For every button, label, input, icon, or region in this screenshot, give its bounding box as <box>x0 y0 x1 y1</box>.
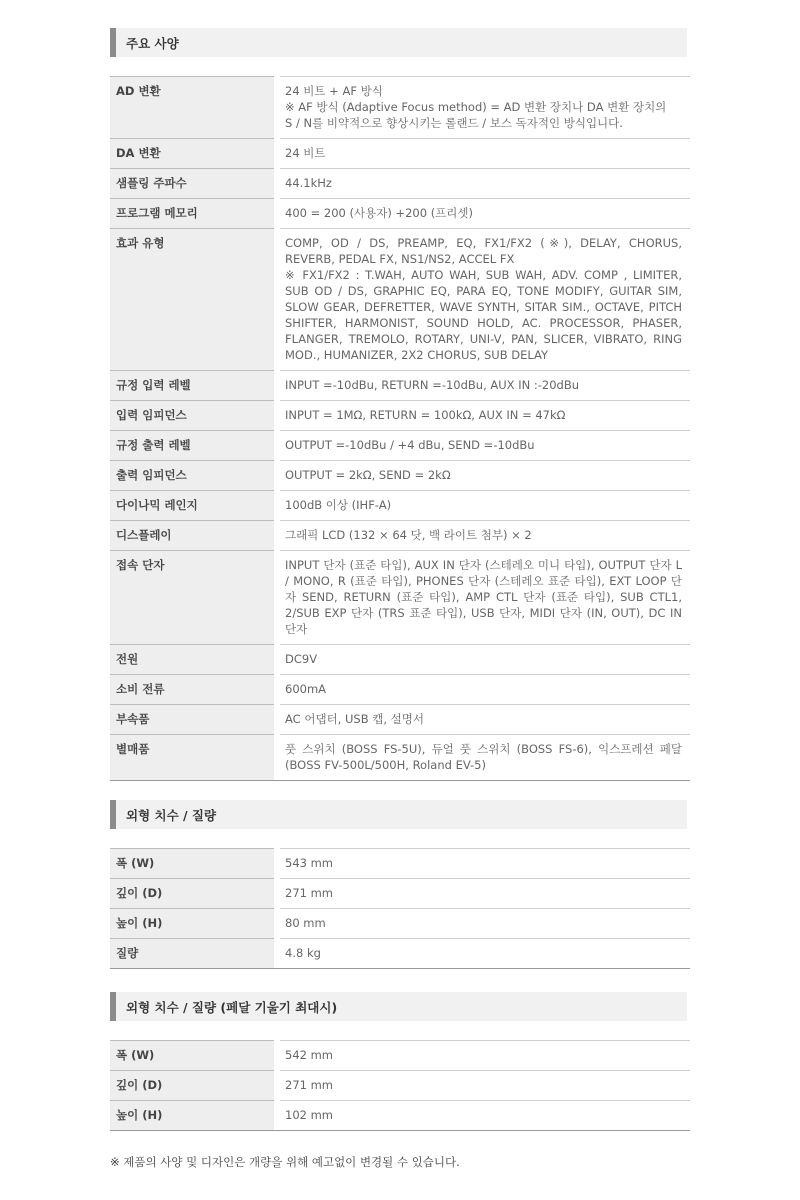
spec-value <box>280 879 690 909</box>
spec-label: 프로그램 메모리 <box>110 199 274 229</box>
spec-row <box>110 491 690 521</box>
spec-value-line: 24 비트 + AF 방식 <box>285 84 383 98</box>
spec-value <box>280 1071 690 1101</box>
spec-label: 질량 <box>110 939 274 969</box>
spec-value-line: AC 어댑터, USB 캡, 설명서 <box>285 712 424 726</box>
spec-label: 규정 입력 레벨 <box>110 371 274 401</box>
spec-value-line: 80 mm <box>285 916 326 930</box>
spec-value-line: 풋 스위치 (BOSS FS-5U), 듀얼 풋 스위치 (BOSS FS-6), 익스프레션 페달 (BOSS FV-500L/500H, Roland EV-5) <box>285 742 682 772</box>
section-title: 외형 치수 / 질량 (페달 기울기 최대시) <box>126 1000 338 1015</box>
spec-value-line: INPUT =-10dBu, RETURN =-10dBu, AUX IN :-20dBu <box>285 378 579 392</box>
spec-label: 샘플링 주파수 <box>110 169 274 199</box>
spec-row <box>110 401 690 431</box>
spec-row <box>110 1071 690 1101</box>
spec-value <box>280 401 690 431</box>
spec-row <box>110 551 690 645</box>
spec-row <box>110 1041 690 1071</box>
spec-row <box>110 1101 690 1131</box>
spec-label: 부속품 <box>110 705 274 735</box>
spec-row <box>110 229 690 371</box>
spec-value-line: ※ AF 방식 (Adaptive Focus method) = AD 변환 장치나 DA 변환 장치의 <box>285 100 667 114</box>
spec-row <box>110 371 690 401</box>
spec-row <box>110 461 690 491</box>
spec-row <box>110 909 690 939</box>
spec-value-line: 271 mm <box>285 1078 334 1092</box>
spec-row <box>110 521 690 551</box>
spec-value <box>280 431 690 461</box>
spec-value <box>280 675 690 705</box>
spec-label: AD 변환 <box>110 77 274 139</box>
spec-label: 출력 임피던스 <box>110 461 274 491</box>
spec-value <box>280 169 690 199</box>
spec-label: 폭 (W) <box>110 1041 274 1071</box>
spec-value-line: 271 mm <box>285 886 334 900</box>
spec-label: 깊이 (D) <box>110 879 274 909</box>
spec-label: 접속 단자 <box>110 551 274 645</box>
spec-value-line: ※ FX1/FX2 : T.WAH, AUTO WAH, SUB WAH, ADV. COMP , LIMITER, SUB OD / DS, GRAPHIC EQ, PARA EQ, TONE MODIFY, GUITAR SIM, SLOW GEAR, DEFRETTER, WAVE SYNTH, SITAR SIM., OCTAVE, PITCH SHIFTER, HARMONIST, SOUND HOLD, AC. PROCESSOR, PHASER, FLANGER, TREMOLO, ROTARY, UNI-V, PAN, SLICER, VIBRATO, RING MOD., HUMANIZER, 2X2 CHORUS, SUB DELAY <box>285 268 682 362</box>
spec-value <box>280 229 690 371</box>
spec-value-line: 24 비트 <box>285 146 326 160</box>
spec-row <box>110 139 690 169</box>
spec-value <box>280 1041 690 1071</box>
spec-table-main <box>110 76 690 781</box>
spec-row <box>110 77 690 139</box>
spec-row <box>110 705 690 735</box>
section-title: 주요 사양 <box>126 36 179 51</box>
spec-label: 전원 <box>110 645 274 675</box>
footnote: ※ 제품의 사양 및 디자인은 개량을 위해 예고없이 변경될 수 있습니다. <box>110 1155 460 1169</box>
spec-value-line: INPUT = 1MΩ, RETURN = 100kΩ, AUX IN = 47kΩ <box>285 408 566 422</box>
spec-label: 규정 출력 레벨 <box>110 431 274 461</box>
spec-value-line: 543 mm <box>285 856 334 870</box>
spec-value <box>280 199 690 229</box>
spec-value <box>280 551 690 645</box>
spec-value-line: 44.1kHz <box>285 176 332 190</box>
spec-row <box>110 431 690 461</box>
spec-label: 다이나믹 레인지 <box>110 491 274 521</box>
spec-value <box>280 371 690 401</box>
spec-value <box>280 705 690 735</box>
section-header-dimensions <box>110 800 687 829</box>
spec-label: 높이 (H) <box>110 909 274 939</box>
spec-value <box>280 521 690 551</box>
spec-label: 높이 (H) <box>110 1101 274 1131</box>
spec-value <box>280 849 690 879</box>
spec-value-line: 542 mm <box>285 1048 334 1062</box>
spec-value <box>280 77 690 139</box>
spec-row <box>110 199 690 229</box>
spec-label: 깊이 (D) <box>110 1071 274 1101</box>
section-header-dimensions-pedal-tilted <box>110 992 687 1021</box>
spec-value <box>280 909 690 939</box>
section-title: 외형 치수 / 질량 <box>126 808 217 823</box>
spec-value <box>280 461 690 491</box>
spec-row <box>110 879 690 909</box>
spec-row <box>110 169 690 199</box>
spec-value <box>280 735 690 781</box>
spec-row <box>110 675 690 705</box>
spec-row <box>110 939 690 969</box>
spec-value-line: DC9V <box>285 652 318 666</box>
spec-value <box>280 139 690 169</box>
spec-value <box>280 939 690 969</box>
spec-value-line: OUTPUT =-10dBu / +4 dBu, SEND =-10dBu <box>285 438 535 452</box>
spec-label: 폭 (W) <box>110 849 274 879</box>
spec-value-line: 4.8 kg <box>285 946 321 960</box>
spec-label: 효과 유형 <box>110 229 274 371</box>
spec-value <box>280 1101 690 1131</box>
spec-value <box>280 645 690 675</box>
spec-value-line: S / N를 비약적으로 향상시키는 롤랜드 / 보스 독자적인 방식입니다. <box>285 116 623 130</box>
spec-label: 입력 임피던스 <box>110 401 274 431</box>
spec-value-line: 600mA <box>285 682 327 696</box>
spec-table-dimensions <box>110 848 690 969</box>
spec-value-line: OUTPUT = 2kΩ, SEND = 2kΩ <box>285 468 451 482</box>
spec-table-dimensions-pedal-tilted <box>110 1040 690 1131</box>
spec-label: 디스플레이 <box>110 521 274 551</box>
spec-value-line: 102 mm <box>285 1108 334 1122</box>
spec-value <box>280 491 690 521</box>
spec-label: DA 변환 <box>110 139 274 169</box>
section-header-main-specs <box>110 28 687 57</box>
spec-value-line: COMP, OD / DS, PREAMP, EQ, FX1/FX2 (※), DELAY, CHORUS, REVERB, PEDAL FX, NS1/NS2, ACCEL FX <box>285 236 682 266</box>
spec-row <box>110 849 690 879</box>
spec-row <box>110 645 690 675</box>
spec-value-line: 100dB 이상 (IHF-A) <box>285 498 392 512</box>
spec-value-line: INPUT 단자 (표준 타입), AUX IN 단자 (스테레오 미니 타입), OUTPUT 단자 L / MONO, R (표준 타입), PHONES 단자 (스테레오 표준 타입), EXT LOOP 단자 SEND, RETURN (표준 타입), AMP CTL 단자 (표준 타입), SUB CTL1, 2/SUB EXP 단자 (TRS 표준 타입), USB 단자, MIDI 단자 (IN, OUT), DC IN 단자 <box>285 558 682 636</box>
spec-label: 소비 전류 <box>110 675 274 705</box>
spec-value-line: 400 = 200 (사용자) +200 (프리셋) <box>285 206 473 220</box>
spec-value-line: 그래픽 LCD (132 × 64 닷, 백 라이트 첨부) × 2 <box>285 528 532 542</box>
spec-row <box>110 735 690 781</box>
spec-label: 별매품 <box>110 735 274 781</box>
